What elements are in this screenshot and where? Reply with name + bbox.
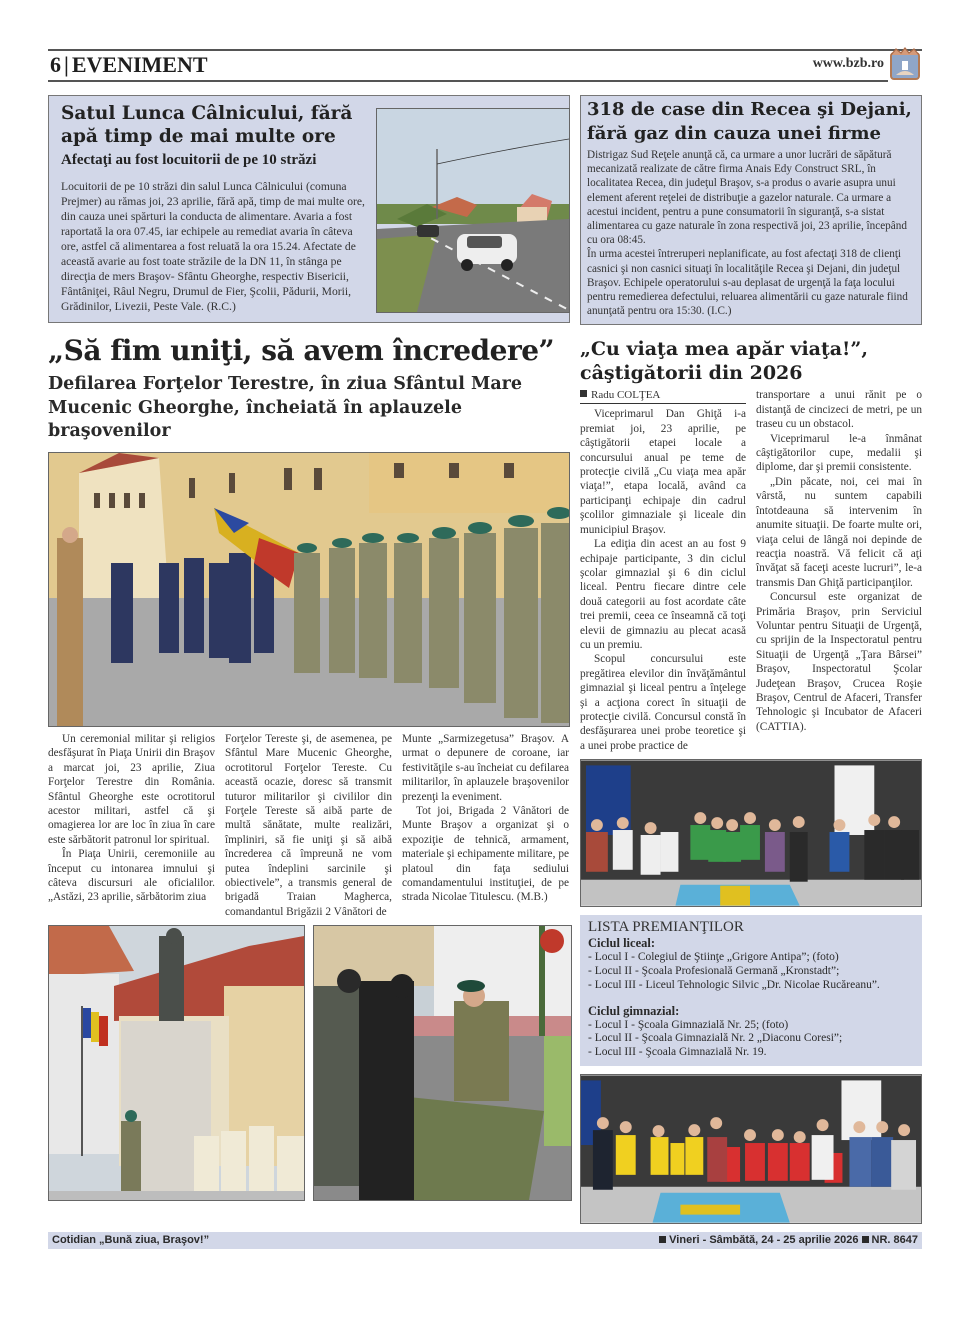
middle-school-category-label: Ciclul gimnazial: bbox=[588, 1003, 680, 1018]
section-header: 6 | EVENIMENT bbox=[50, 52, 208, 77]
lower-area bbox=[48, 333, 922, 1224]
winner-item: - Locul II - Şcoala Profesională Germană „Kronstadt”; bbox=[588, 964, 840, 977]
article-gas-box bbox=[580, 95, 922, 325]
paragraph: Viceprimarul le-a înmânat câştigătorilor cupe, medalii şi diplome, dar şi premii consistente. bbox=[756, 432, 922, 474]
paragraph: transportare a unui rănit pe o distanţă de cincizeci de metri, pe un traseu cu un obstacol. bbox=[756, 389, 922, 431]
paragraph: La ediţia din acest an au fost 9 echipaje participante, 3 din ciclul şcolar gimnazial şi 6 din ciclul liceal. Pentru fiecare dintre cele două categorii au fost acordate câte trei premii, ceea ce înseamnă că toţi elevii de gimnaziu au plecat acasă cu un premiu. bbox=[580, 538, 746, 651]
paragraph: Forţelor Tereste şi, de asemenea, pe Sfântul Mare Mucenic Gheorghe, ocrotitorul Forţelor Tereste. Cu această ocazie, doresc să transmit tuturor militarilor şi civililor din Forţele Tereste să aibă parte de multă sănătate, multe realizări, împliniri, să fie uniţi şi să aibă încrederea că împreună ne vom putea îndeplini sarcinile şi obiectivele”, a transmis general de brigadă Traian Magherca, comandantul Brigăzii 2 Vânători de bbox=[225, 732, 392, 918]
top-row bbox=[48, 95, 922, 325]
author-name: Radu COLŢEA bbox=[591, 389, 661, 402]
page-number: 6 bbox=[50, 52, 61, 77]
paragraph: Scopul concursului este pregătirea elevilor din învăţământul gimnazial şi liceal pentru a înţelege şi a acţiona corect în situaţii de protecţie civilă. Concursul constă în desfăşurarea unei probe teoretice şi a unei probe practice de bbox=[580, 653, 746, 752]
paragraph: „Din păcate, noi, cei mai în vârstă, nu suntem capabili întotdeauna să intervenim în anumite situaţii. De foarte multe ori, viaţa celui de lângă noi depinde de reacţia noastră. Vă felicit că aţi învăţat să faceţi aceste lucruri”, le-a transmis Dan Ghiţă participanţilor. bbox=[756, 475, 922, 589]
main-article-subtitle: Defilarea Forţelor Terestre, în ziua Sfântul Mare Mucenic Gheorghe, încheiată în aplauzele braşovenilor bbox=[48, 374, 523, 442]
brasov-coat-of-arms-icon bbox=[888, 47, 922, 81]
main-article-body bbox=[48, 732, 570, 919]
high-school-category-label: Ciclul liceal: bbox=[588, 936, 655, 951]
contest-article-title: „Cu viaţa mea apăr viaţa!”, câştigătorii din 2026 bbox=[580, 338, 868, 385]
main-article-column-3 bbox=[402, 732, 569, 919]
contest-article-column-1 bbox=[580, 388, 746, 753]
winner-item: - Locul II - Şcoala Gimnazială Nr. 2 „Diaconu Coresi”; bbox=[588, 1032, 843, 1045]
winner-item: - Locul I - Colegiul de Ştiinţe „Grigore Antipa”; (foto) bbox=[588, 951, 839, 964]
contest-article-column-2 bbox=[756, 388, 922, 734]
header-bottom-rule bbox=[48, 80, 888, 82]
main-article-column-1 bbox=[48, 732, 215, 919]
winners-list-box bbox=[580, 915, 922, 1066]
paragraph: Un ceremonial militar şi religios desfăşurat în Piaţa Unirii din Braşov a marcat joi, 23 aprilie, Ziua Forţelor Terestre din România. Sfântul Gheorghe este ocrotitorul acestor militari, astfel că şi omagierea lor are loc în ziua în care este sărbătorit patronul lor spiritual. bbox=[48, 732, 215, 846]
road-with-white-car-photo bbox=[376, 108, 570, 313]
winner-item: - Locul III - Şcoala Gimnazială Nr. 19. bbox=[588, 1046, 767, 1059]
article-water-box bbox=[48, 95, 570, 323]
page-footer bbox=[48, 1232, 922, 1249]
article-gas-paragraph: În urma acestei întreruperi neplanificate, au fost afectaţi 318 de clienţi casnici şi non casnici situaţi în localităţile Recea şi Dejani, din judeţul Braşov. Echipele operatorului s-au deplasat de urgenţă la faţa locului pentru remedierea defectului, reluarea alimentării cu gaze naturale fiind anunţată pentru ora 15:30. (I.C.) bbox=[587, 248, 908, 318]
winners-list-heading: LISTA PREMIANŢILOR bbox=[588, 919, 744, 936]
paragraph: Tot joi, Brigada 2 Vânători de Munte Braşov a organizat şi o expoziţie de tehnică, armament, materiale şi echipamente militare, pe platoul din faţa sediului comandamentului instituţiei, de pe strada Nicolae Titulescu. (M.B.) bbox=[402, 804, 569, 904]
page-header bbox=[48, 49, 922, 80]
winner-item: - Locul I - Şcoala Gimnazială Nr. 25; (foto) bbox=[588, 1018, 789, 1031]
article-water-subtitle: Afectaţi au fost locuitorii de pe 10 străzi bbox=[61, 152, 317, 168]
article-water-body: Locuitorii de pe 10 străzi din salul Lunca Câlnicului (comuna Prejmer) au rămas joi, 23 aprilie, fără apă, timp de mai multe ore, din cauza unei spărturi la conducta de alimentare. Avaria a fost raportată la ora 07.45, iar echipele au remediat avaria în câteva ore, astfel că alimentarea a fost reluată la ora 15.24. Afectate de această avarie au fost toate străzile de la DN 11, în stânga pe direcţia de mers Braşov- Sfântu Gheorghe, respectiv Bisericii, Fântâniţei, Râul Negru, Drumul de Fier, Şcolii, Pădurii, Morii, Grădinilor, Livezii, Peste Vale. (R.C.) bbox=[61, 180, 365, 313]
article-gas-title: 318 de case din Recea şi Dejani, fără gaz din cauza unei firme bbox=[587, 99, 912, 144]
issue-info bbox=[656, 1232, 918, 1249]
byline bbox=[580, 388, 746, 404]
contest-article-body bbox=[580, 388, 922, 753]
military-ceremony-photo bbox=[48, 452, 570, 727]
article-water-title: Satul Lunca Câlnicului, fără apă timp de mai multe ore bbox=[61, 103, 353, 147]
middle-school-winners-group-photo bbox=[580, 1074, 922, 1224]
winner-item: - Locul III - Liceul Tehnologic Silvic „Dr. Nicolae Rucăreanu”. bbox=[588, 978, 880, 991]
article-gas-paragraph: Distrigaz Sud Reţele anunţă că, ca urmare a unor lucrări de săpătură mecanizată realizate de către firma Anais Edy Construct SRL, în localitatea Recea, din judeţul Braşov, s-a produs o avarie asupra unui element aferent reţelei de distribuţie a gazelor naturale. Ca urmare a acestui incident, pentru a pune consumatorii în siguranţă, s-a sistat alimentarea cu gaze naturale în zona respectivă joi, 23 aprilie, începând cu ora 08:45. bbox=[587, 149, 907, 247]
main-article-title: „Să fim uniţi, să avem încredere” bbox=[48, 334, 555, 368]
main-article-photo-row bbox=[48, 925, 570, 1201]
contest-article bbox=[580, 333, 922, 1224]
main-article-column-2 bbox=[225, 732, 392, 919]
section-name: EVENIMENT bbox=[71, 52, 208, 77]
bullet-square-icon bbox=[659, 1236, 666, 1243]
paragraph: Viceprimarul Dan Ghiţă i-a premiat joi, 23 aprilie, pe câştigătorii etapei locale a concursului anual pe teme de protecţie civilă „Cu viaţa mea apăr viaţa!”, etapa locală, având ca participanţi echipaje din cadrul şcolilor gimnaziale şi liceale din municipiul Braşov. bbox=[580, 408, 746, 536]
issue-date: Vineri - Sâmbătă, 24 - 25 aprilie 2026 bbox=[669, 1233, 859, 1246]
issue-number: NR. 8647 bbox=[871, 1233, 918, 1246]
paragraph: În Piaţa Unirii, ceremoniile au început cu intonarea imnului şi câteva discursuri ale oficialilor. „Astăzi, 23 aprilie, sărbătorim ziua bbox=[48, 848, 215, 904]
military-equipment-exhibition-photo bbox=[313, 925, 572, 1201]
main-article bbox=[48, 333, 570, 1201]
article-gas-body bbox=[587, 148, 915, 318]
bullet-square-icon bbox=[580, 390, 587, 397]
article-water-text bbox=[61, 102, 366, 314]
paragraph: Munte „Sarmizegetusa” Braşov. A urmat o depunere de coroane, iar festivităţile s-au încheiat cu defilarea militarilor, în aplauzele braşovenilor prezenţi la eveniment. bbox=[402, 732, 569, 803]
monument-religious-service-photo bbox=[48, 925, 305, 1201]
publication-name: Cotidian „Bună ziua, Braşov!” bbox=[52, 1233, 210, 1246]
high-school-winners-group-photo bbox=[580, 759, 922, 907]
bullet-square-icon bbox=[862, 1236, 869, 1243]
website-link[interactable]: www.bzb.ro bbox=[812, 56, 884, 71]
paragraph: Concursul este organizat de Primăria Braşov, prin Serviciul Voluntar pentru Situaţii de Urgenţă, cu sprijin de la Inspectoratul pentru Situaţii de Urgenţă „Ţara Bârsei” Braşov, Inspectoratul Şcolar Judeţean Braşov, Crucea Roşie Braşov, Centrul de Afaceri, Transfer Tehnologic şi Incubator de Afaceri (CATTIA). bbox=[756, 591, 922, 733]
